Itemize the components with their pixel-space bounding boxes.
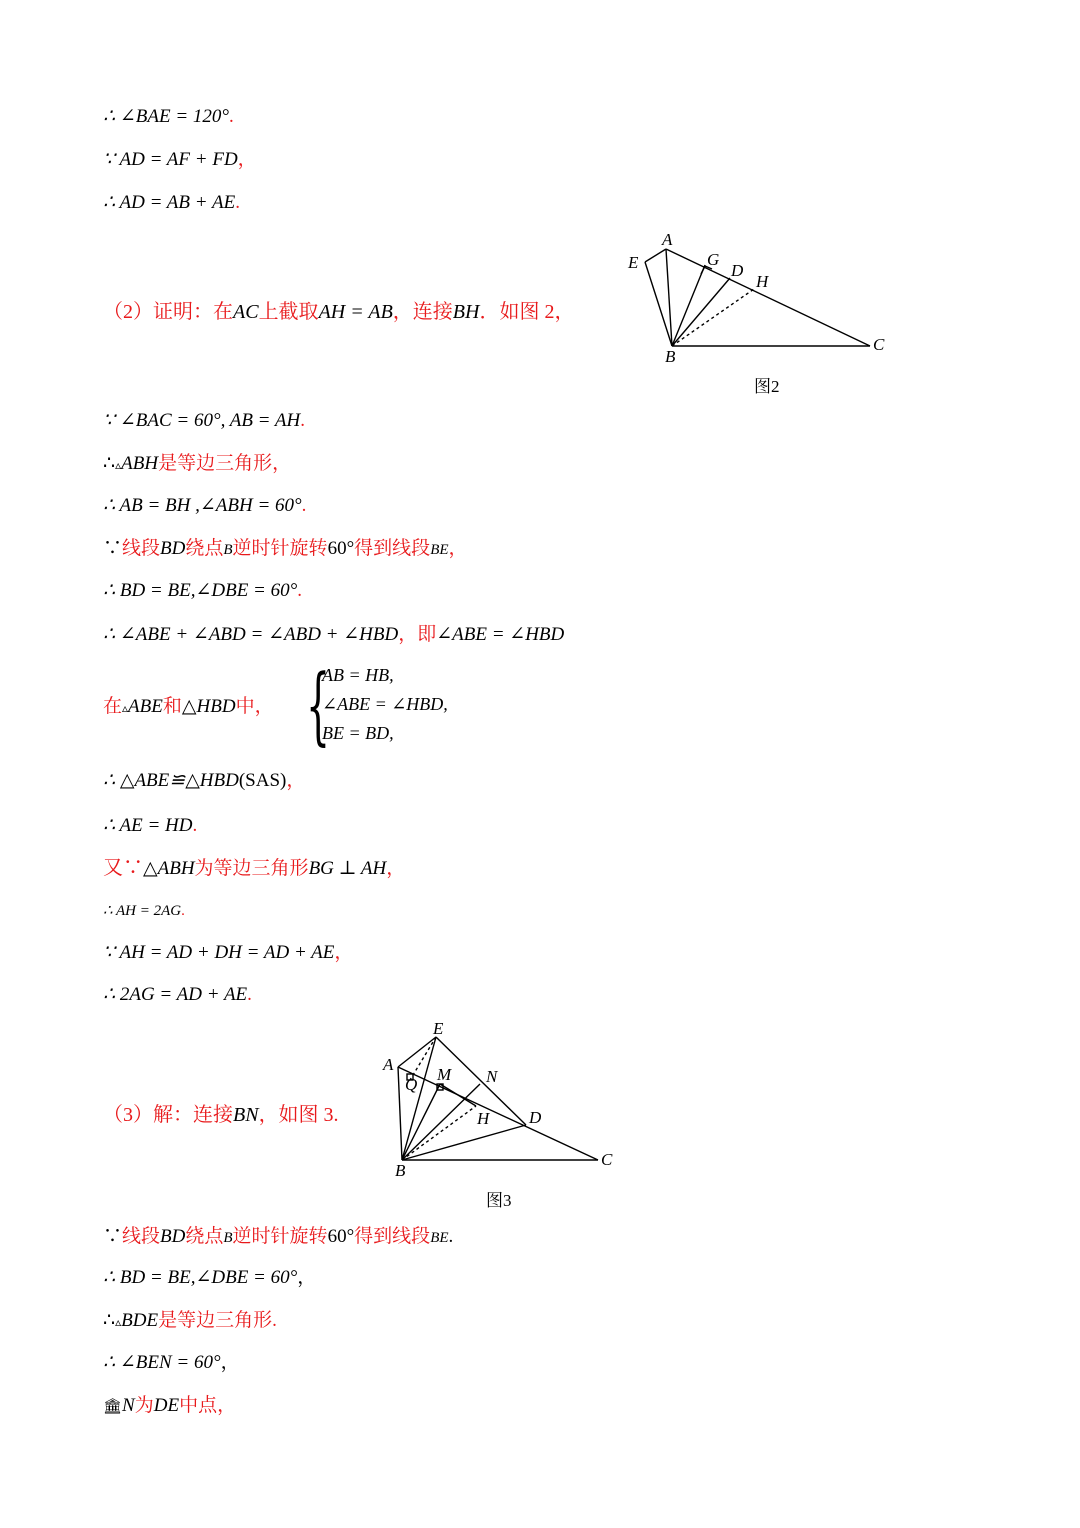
fig2-label-a: A <box>662 230 673 249</box>
line-2ag: ∴ 2AG = AD + AE. <box>103 984 252 1005</box>
fig3-label-e: E <box>433 1019 444 1038</box>
seg-bh3 <box>402 1106 476 1160</box>
fig2-label-g: G <box>707 250 720 269</box>
seg-ae <box>645 249 666 262</box>
seg-ae3 <box>398 1037 436 1067</box>
seg-mh3 <box>440 1084 476 1106</box>
line-ab-bh: ∴ AB = BH ,∠ABH = 60°. <box>103 495 307 516</box>
fig3-label-m: M <box>437 1065 452 1084</box>
fig3-label-q: Q <box>405 1075 418 1094</box>
line-bd-be-2: ∴ BD = BE,∠DBE = 60°， <box>103 1267 317 1288</box>
line-rotation-2: ∵线段BD绕点B逆时针旋转60°得到线段BE. <box>103 1226 454 1247</box>
seg-bm3 <box>402 1084 440 1160</box>
line-angle-sum: ∴ ∠ABE + ∠ABD = ∠ABD + ∠HBD，即∠ABE = ∠HBD <box>103 624 565 645</box>
system-row-2: ∠ABE = ∠HBD, <box>322 694 448 714</box>
system-row-3: BE = BD, <box>322 723 394 743</box>
figure-2-caption: 图2 <box>754 377 780 396</box>
line-n-midpoint: 🏛N为DE中点， <box>103 1395 237 1416</box>
fig3-label-n: N <box>486 1067 498 1086</box>
line-angle-ben: ∴ ∠BEN = 60°， <box>103 1352 240 1373</box>
fig3-label-a: A <box>383 1055 394 1074</box>
bank-icon: 🏛 <box>103 1399 123 1415</box>
line-ae-hd: ∴ AE = HD. <box>103 815 198 836</box>
fig2-label-e: E <box>628 253 639 272</box>
fig3-label-d: D <box>529 1108 542 1127</box>
seg-ac3 <box>398 1067 598 1160</box>
figure-3-caption: 图3 <box>486 1191 512 1210</box>
line-ad-af-fd: ∵ AD = AF + FD， <box>103 149 257 170</box>
seg-eq3 <box>410 1037 436 1080</box>
line-ah-sum: ∵ AH = AD + DH = AD + AE， <box>103 942 354 963</box>
part2-heading: （2）证明：在AC上截取AH = AB，连接BH．如图 2， <box>103 301 575 323</box>
fig3-label-h: H <box>477 1109 490 1128</box>
seg-bd <box>672 278 730 346</box>
line-abh-equilateral: ∴▵ABH是等边三角形， <box>103 453 292 474</box>
fig2-label-d: D <box>731 261 744 280</box>
system-brace: { <box>306 656 331 754</box>
line-bde-equilateral: ∴▵BDE是等边三角形. <box>103 1310 277 1331</box>
line-angle-bae: ∴ ∠BAE = 120°. <box>103 106 234 127</box>
figure-3 <box>398 1037 598 1160</box>
line-in-triangles: 在▵ABE和△HBD中， <box>103 696 274 717</box>
line-rotation-1: ∵线段BD绕点B逆时针旋转60°得到线段BE， <box>103 538 468 559</box>
fig2-label-b: B <box>665 347 676 366</box>
part3-heading: （3）解：连接BN，如图 3. <box>103 1104 339 1126</box>
seg-ab3 <box>398 1067 402 1160</box>
line-bd-be: ∴ BD = BE,∠DBE = 60°. <box>103 580 302 601</box>
seg-ac <box>666 249 870 346</box>
fig2-label-c: C <box>873 335 885 354</box>
line-ad-ab-ae: ∴ AD = AB + AE. <box>103 192 240 213</box>
line-ah-2ag: ∴ AH = 2AG. <box>103 903 185 919</box>
fig2-label-h: H <box>756 272 769 291</box>
fig3-label-b: B <box>395 1161 406 1180</box>
system-row-1: AB = HB, <box>322 665 394 685</box>
fig3-label-c: C <box>601 1150 613 1169</box>
line-bg-perp: 又∵△ABH为等边三角形BG ⊥ AH， <box>103 857 406 879</box>
line-angle-bac: ∵ ∠BAC = 60°, AB = AH. <box>103 410 305 431</box>
seg-eb3 <box>402 1037 436 1160</box>
line-congruent: ∴ △ABE≌△HBD(SAS)， <box>103 770 306 791</box>
